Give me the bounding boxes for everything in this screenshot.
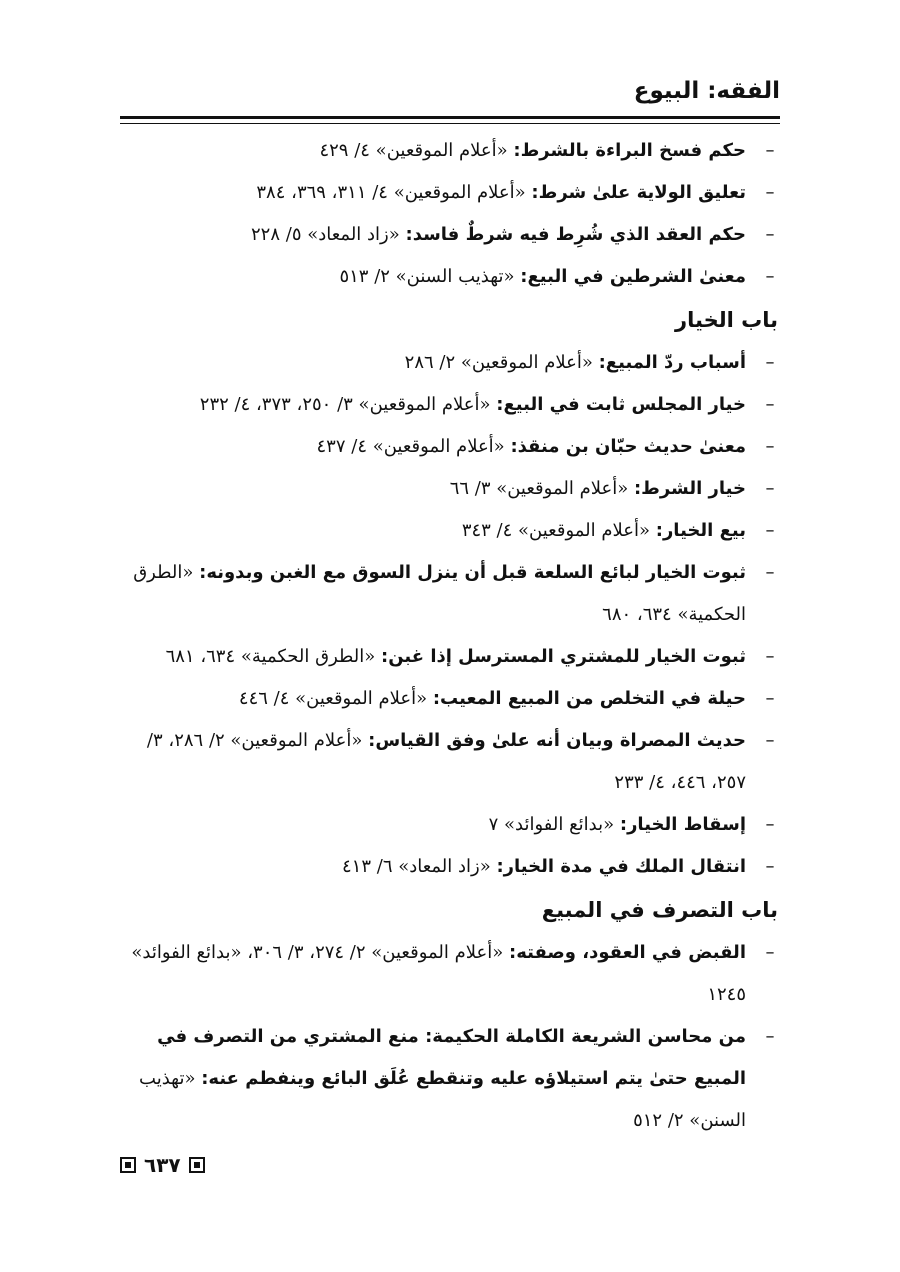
bullet-dash: – — [765, 856, 775, 877]
entry-reference: «زاد المعاد» ٦/ ٤١٣ — [342, 856, 491, 877]
entry-topic: حكم فسخ البراءة بالشرط: — [513, 140, 746, 161]
index-entry — [110, 510, 780, 552]
entry-reference: «الطرق الحكمية» ٦٣٤، ٦٨١ — [165, 646, 376, 667]
index-entry — [110, 720, 780, 804]
bullet-dash: – — [765, 224, 775, 245]
entry-reference: «أعلام الموقعين» ٢/ ٢٨٦، ٣/ ٢٥٧، ٤٤٦، ٤/ ٢٣٣ — [146, 730, 746, 793]
bullet-dash: – — [765, 436, 775, 457]
entry-reference: «أعلام الموقعين» ٢/ ٢٨٦ — [404, 352, 593, 373]
entry-reference: «تهذيب السنن» ٢/ ٥١٢ — [139, 1068, 746, 1131]
section-heading-tasarruf: باب التصرف في المبيع — [541, 898, 778, 922]
entry-topic: إسقاط الخيار: — [619, 814, 746, 835]
entry-reference: «أعلام الموقعين» ٢/ ٢٧٤، ٣/ ٣٠٦، «بدائع الفوائد» ١٢٤٥ — [131, 942, 746, 1005]
bullet-dash: – — [765, 478, 775, 499]
bullet-dash: – — [765, 814, 775, 835]
ornament-icon — [189, 1157, 205, 1173]
entry-topic: معنىٰ حديث حبّان بن منقذ: — [510, 436, 746, 457]
bullet-dash: – — [765, 394, 775, 415]
entry-topic: حديث المصراة وبيان أنه علىٰ وفق القياس: — [368, 730, 746, 751]
entry-topic: القبض في العقود، وصفته: — [509, 942, 746, 963]
entry-topic: معنىٰ الشرطين في البيع: — [520, 266, 746, 287]
bullet-dash: – — [765, 1026, 775, 1047]
entry-reference: «أعلام الموقعين» ٤/ ٤٤٦ — [238, 688, 428, 709]
index-entry — [110, 342, 780, 384]
entry-topic: بيع الخيار: — [655, 520, 746, 541]
bullet-dash: – — [765, 520, 775, 541]
index-entry — [110, 172, 780, 214]
entry-topic: ثبوت الخيار للمشتري المسترسل إذا غبن: — [381, 646, 746, 667]
bullet-dash: – — [765, 942, 775, 963]
entry-topic: خيار المجلس ثابت في البيع: — [496, 394, 746, 415]
bullet-dash: – — [765, 352, 775, 373]
index-entry — [110, 804, 780, 846]
entry-reference: «أعلام الموقعين» ٣/ ٢٥٠، ٣٧٣، ٤/ ٢٣٢ — [199, 394, 491, 415]
index-entry — [110, 468, 780, 510]
index-body — [110, 130, 780, 1142]
index-entry — [110, 214, 780, 256]
header-rule-thin — [120, 123, 780, 124]
bullet-dash: – — [765, 688, 775, 709]
entry-reference: «أعلام الموقعين» ٤/ ٤٣٧ — [316, 436, 505, 457]
header-rule-thick — [120, 116, 780, 119]
bullet-dash: – — [765, 266, 775, 287]
entry-reference: «أعلام الموقعين» ٣/ ٦٦ — [449, 478, 629, 499]
index-entry — [110, 130, 780, 172]
entry-topic: حكم العقد الذي شُرِط فيه شرطٌ فاسد: — [405, 224, 746, 245]
entry-reference: «زاد المعاد» ٥/ ٢٢٨ — [251, 224, 400, 245]
bullet-dash: – — [765, 562, 775, 583]
running-head: الفقه: البيوع — [633, 78, 780, 104]
entry-topic: خيار الشرط: — [633, 478, 746, 499]
entry-topic: ثبوت الخيار لبائع السلعة قبل أن ينزل السوق مع الغبن وبدونه: — [199, 562, 746, 583]
entry-reference: «الطرق الحكمية» ٦٣٤، ٦٨٠ — [133, 562, 746, 625]
entry-topic: انتقال الملك في مدة الخيار: — [496, 856, 746, 877]
bullet-dash: – — [765, 182, 775, 203]
index-entry — [110, 552, 780, 636]
page-number: ٦٣٧ — [144, 1153, 181, 1177]
bullet-dash: – — [765, 730, 775, 751]
ornament-icon — [120, 1157, 136, 1173]
section-heading-khiyar: باب الخيار — [675, 308, 778, 332]
index-entry — [110, 846, 780, 888]
bullet-dash: – — [765, 646, 775, 667]
index-entry — [110, 384, 780, 426]
index-entry — [110, 426, 780, 468]
bullet-dash: – — [765, 140, 775, 161]
entry-topic: تعليق الولاية علىٰ شرط: — [531, 182, 746, 203]
entry-reference: «تهذيب السنن» ٢/ ٥١٣ — [339, 266, 515, 287]
entry-reference: «بدائع الفوائد» ٧ — [488, 814, 615, 835]
entry-reference: «أعلام الموقعين» ٤/ ٤٢٩ — [319, 140, 508, 161]
index-entry — [110, 1016, 780, 1142]
index-entry — [110, 678, 780, 720]
page-folio — [120, 1153, 205, 1177]
entry-topic: حيلة في التخلص من المبيع المعيب: — [432, 688, 746, 709]
entry-topic: أسباب ردّ المبيع: — [598, 352, 746, 373]
entry-topic: من محاسن الشريعة الكاملة الحكيمة: منع المشتري من التصرف في المبيع حتىٰ يتم استيلاؤه عليه وتنقطع عُلَق البائع وينفطم عنه: — [157, 1026, 746, 1089]
index-entry — [110, 636, 780, 678]
entry-reference: «أعلام الموقعين» ٤/ ٣١١، ٣٦٩، ٣٨٤ — [256, 182, 526, 203]
index-entry — [110, 932, 780, 1016]
index-entry — [110, 256, 780, 298]
entry-reference: «أعلام الموقعين» ٤/ ٣٤٣ — [461, 520, 651, 541]
